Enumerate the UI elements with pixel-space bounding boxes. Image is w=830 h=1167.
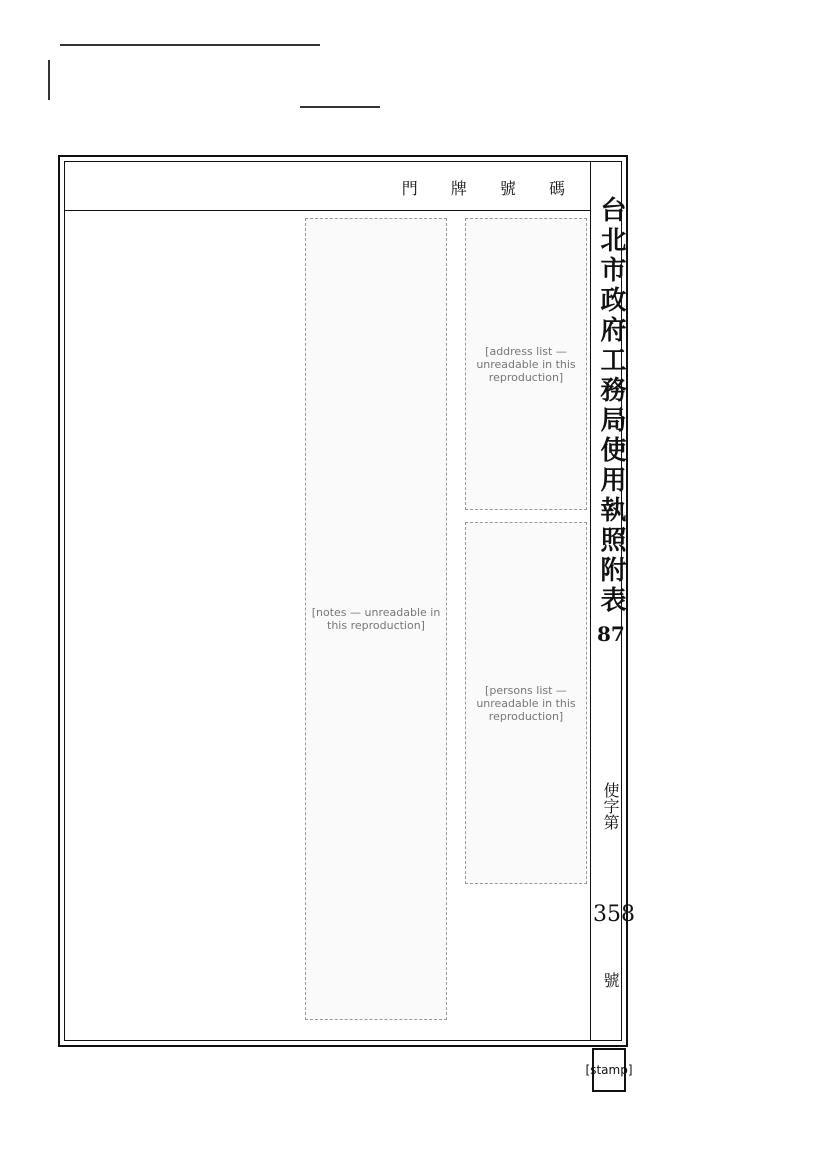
form-frame xyxy=(58,155,635,1047)
scan-mark xyxy=(48,60,50,100)
number-suffix: 號 xyxy=(601,972,620,988)
header-bar xyxy=(65,162,591,211)
year-prefix: 87 xyxy=(597,622,625,646)
scan-mark xyxy=(300,106,380,108)
notes: [notes — unreadable in this reproduction] xyxy=(305,218,447,1020)
form-title: 台北市政府工務局使用執照附表 xyxy=(596,196,626,616)
stamp: [stamp] xyxy=(592,1048,626,1092)
title-column xyxy=(590,162,635,1040)
permit-number: 358 xyxy=(593,902,635,927)
header-label: 門 牌 號 碼 xyxy=(401,179,579,198)
address-list: [address list — unreadable in this reproduction] xyxy=(465,218,587,510)
form-inner-border xyxy=(64,161,635,1041)
usage-code: 使字第 xyxy=(601,782,620,830)
persons-list: [persons list — unreadable in this reproduction] xyxy=(465,522,587,884)
scan-mark xyxy=(60,44,320,46)
